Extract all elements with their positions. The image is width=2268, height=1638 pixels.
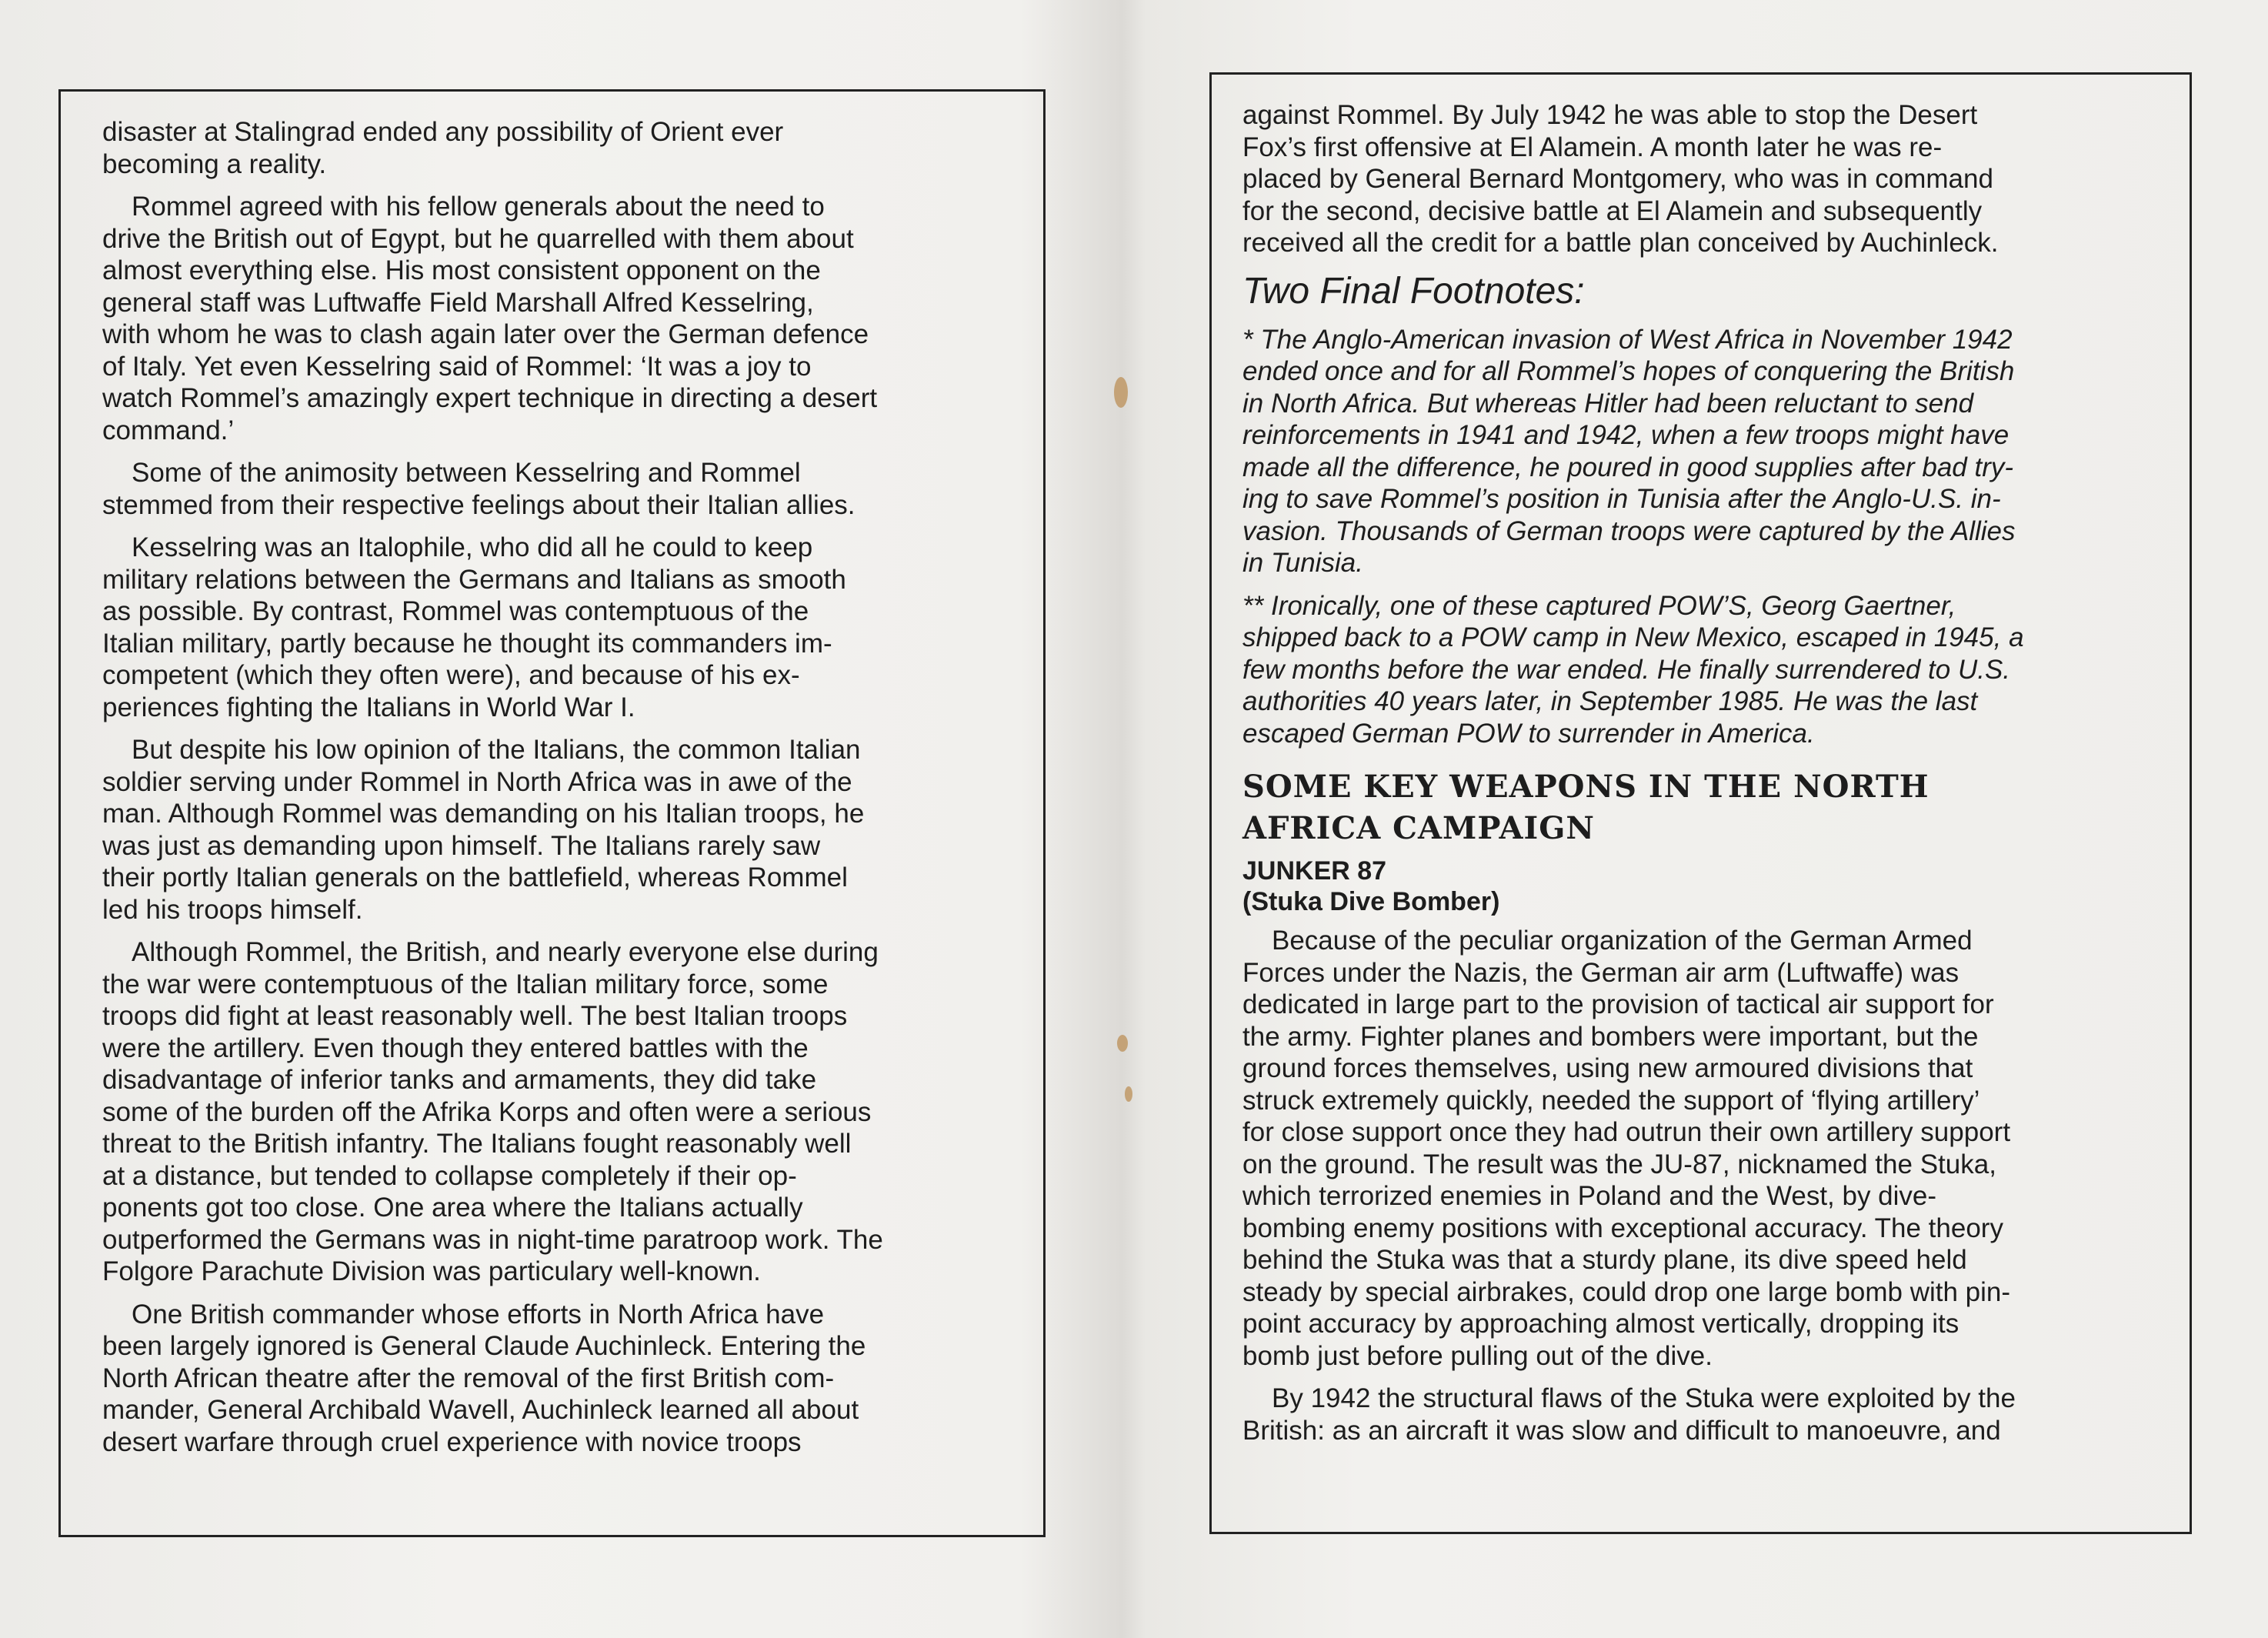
footnote: ** Ironically, one of these captured POW’S, Georg Gaertner, shipped back to a POW camp in New Mexico, escaped in 1945, a few months before the war ended. He finally surrendered to U.S. authorities 40 years later, in September 1985. He was the last escaped German POW to surrender in America.: [1242, 590, 2024, 749]
paper-stain: [1117, 1035, 1128, 1052]
paragraph: Rommel agreed with his fellow generals about the need to drive the British out of Egypt, but he quarrelled with them about almost everything else. His most consistent opponent on the general staff was Luftwaffe Field Marshall Alfred Kesselring, with whom he was to clash again later over the German defence of Italy. Yet even Kesselring said of Rommel: ‘It was a joy to watch Rommel’s amazingly expert technique in directing a desert command.’: [102, 192, 878, 445]
paragraph: against Rommel. By July 1942 he was able to stop the Desert Fox’s first offensive at El Alamein. A month later he was re- placed by General Bernard Montgomery, who was in command for the second, decisive battle at El Alamein and subsequently received all the credit for a battle plan conceived by Auchinleck.: [1242, 100, 1999, 258]
paper-stain: [1114, 377, 1128, 408]
weapon-heading: JUNKER 87 (Stuka Dive Bomber): [1242, 856, 1500, 916]
paragraph: disaster at Stalingrad ended any possibility of Orient ever becoming a reality.: [102, 117, 784, 179]
section-heading: SOME KEY WEAPONS IN THE NORTH AFRICA CAMPAIGN: [1242, 769, 1929, 846]
left-page-text-frame: [58, 89, 1046, 1537]
paper-stain: [1125, 1086, 1132, 1102]
footnote: * The Anglo-American invasion of West Africa in November 1942 ended once and for all Rommel’s hopes of conquering the British in North Africa. But whereas Hitler had been reluctant to send reinforcements in 1941 and 1942, when a few troops might have made all the difference, he poured in good supplies after bad try- ing to save Rommel’s position in Tunisia after the Anglo-U.S. in- vasion. Thousands of German troops were captured by the Allies in Tunisia.: [1242, 324, 2016, 578]
paragraph: But despite his low opinion of the Italians, the common Italian soldier serving under Rommel in North Africa was in awe of the man. Although Rommel was demanding on his Italian troops, he was just as demanding upon himself. The Italians rarely saw their portly Italian generals on the battlefield, whereas Rommel led his troops himself.: [102, 735, 865, 925]
paragraph: Because of the peculiar organization of the German Armed Forces under the Nazis, the German air arm (Luftwaffe) was dedicated in large part to the provision of tactical air support for the army. Fighter planes and bombers were important, but the ground forces themselves, using new armoured divisions that struck extremely quickly, needed the support of ‘flying artillery’ for close support once they had outrun their own artillery support on the ground. The result was the JU-87, nicknamed the Stuka, which terrorized enemies in Poland and the West, by dive- bombing enemy positions with exceptional accuracy. The theory behind the Stuka was that a sturdy plane, its dive speed held steady by special airbrakes, could drop one large bomb with pin- point accuracy by approaching almost vertically, dropping its bomb just before pulling out of the dive.: [1242, 926, 2011, 1371]
right-page-text-frame: [1209, 72, 2192, 1534]
paragraph: One British commander whose efforts in North Africa have been largely ignored is General Claude Auchinleck. Entering the North African theatre after the removal of the first British com- mander, General Archibald Wavell, Auchinleck learned all about desert warfare through cruel experience with novice troops: [102, 1299, 866, 1457]
paragraph: Although Rommel, the British, and nearly everyone else during the war were contemptuous of the Italian military force, some troops did fight at least reasonably well. The best Italian troops were the artillery. Even though they entered battles with the disadvantage of inferior tanks and armaments, they did take some of the burden off the Afrika Korps and often were a serious threat to the British infantry. The Italians fought reasonably well at a distance, but tended to collapse completely if their op- ponents got too close. One area where the Italians actually outperformed the Germans was in night-time paratroop work. The Folgore Parachute Division was particulary well-known.: [102, 937, 883, 1286]
paragraph: By 1942 the structural flaws of the Stuka were exploited by the British: as an aircraft it was slow and difficult to manoeuvre, and: [1242, 1383, 2016, 1446]
paragraph: Some of the animosity between Kesselring and Rommel stemmed from their respective feelings about their Italian allies.: [102, 458, 856, 520]
footnotes-heading: Two Final Footnotes:: [1242, 270, 1585, 312]
paragraph: Kesselring was an Italophile, who did all he could to keep military relations between the Germans and Italians as smooth as possible. By contrast, Rommel was contemptuous of the Italian military, partly because he thought its commanders im- competent (which they often were), and because of his ex- periences fighting the Italians in World War I.: [102, 532, 846, 722]
